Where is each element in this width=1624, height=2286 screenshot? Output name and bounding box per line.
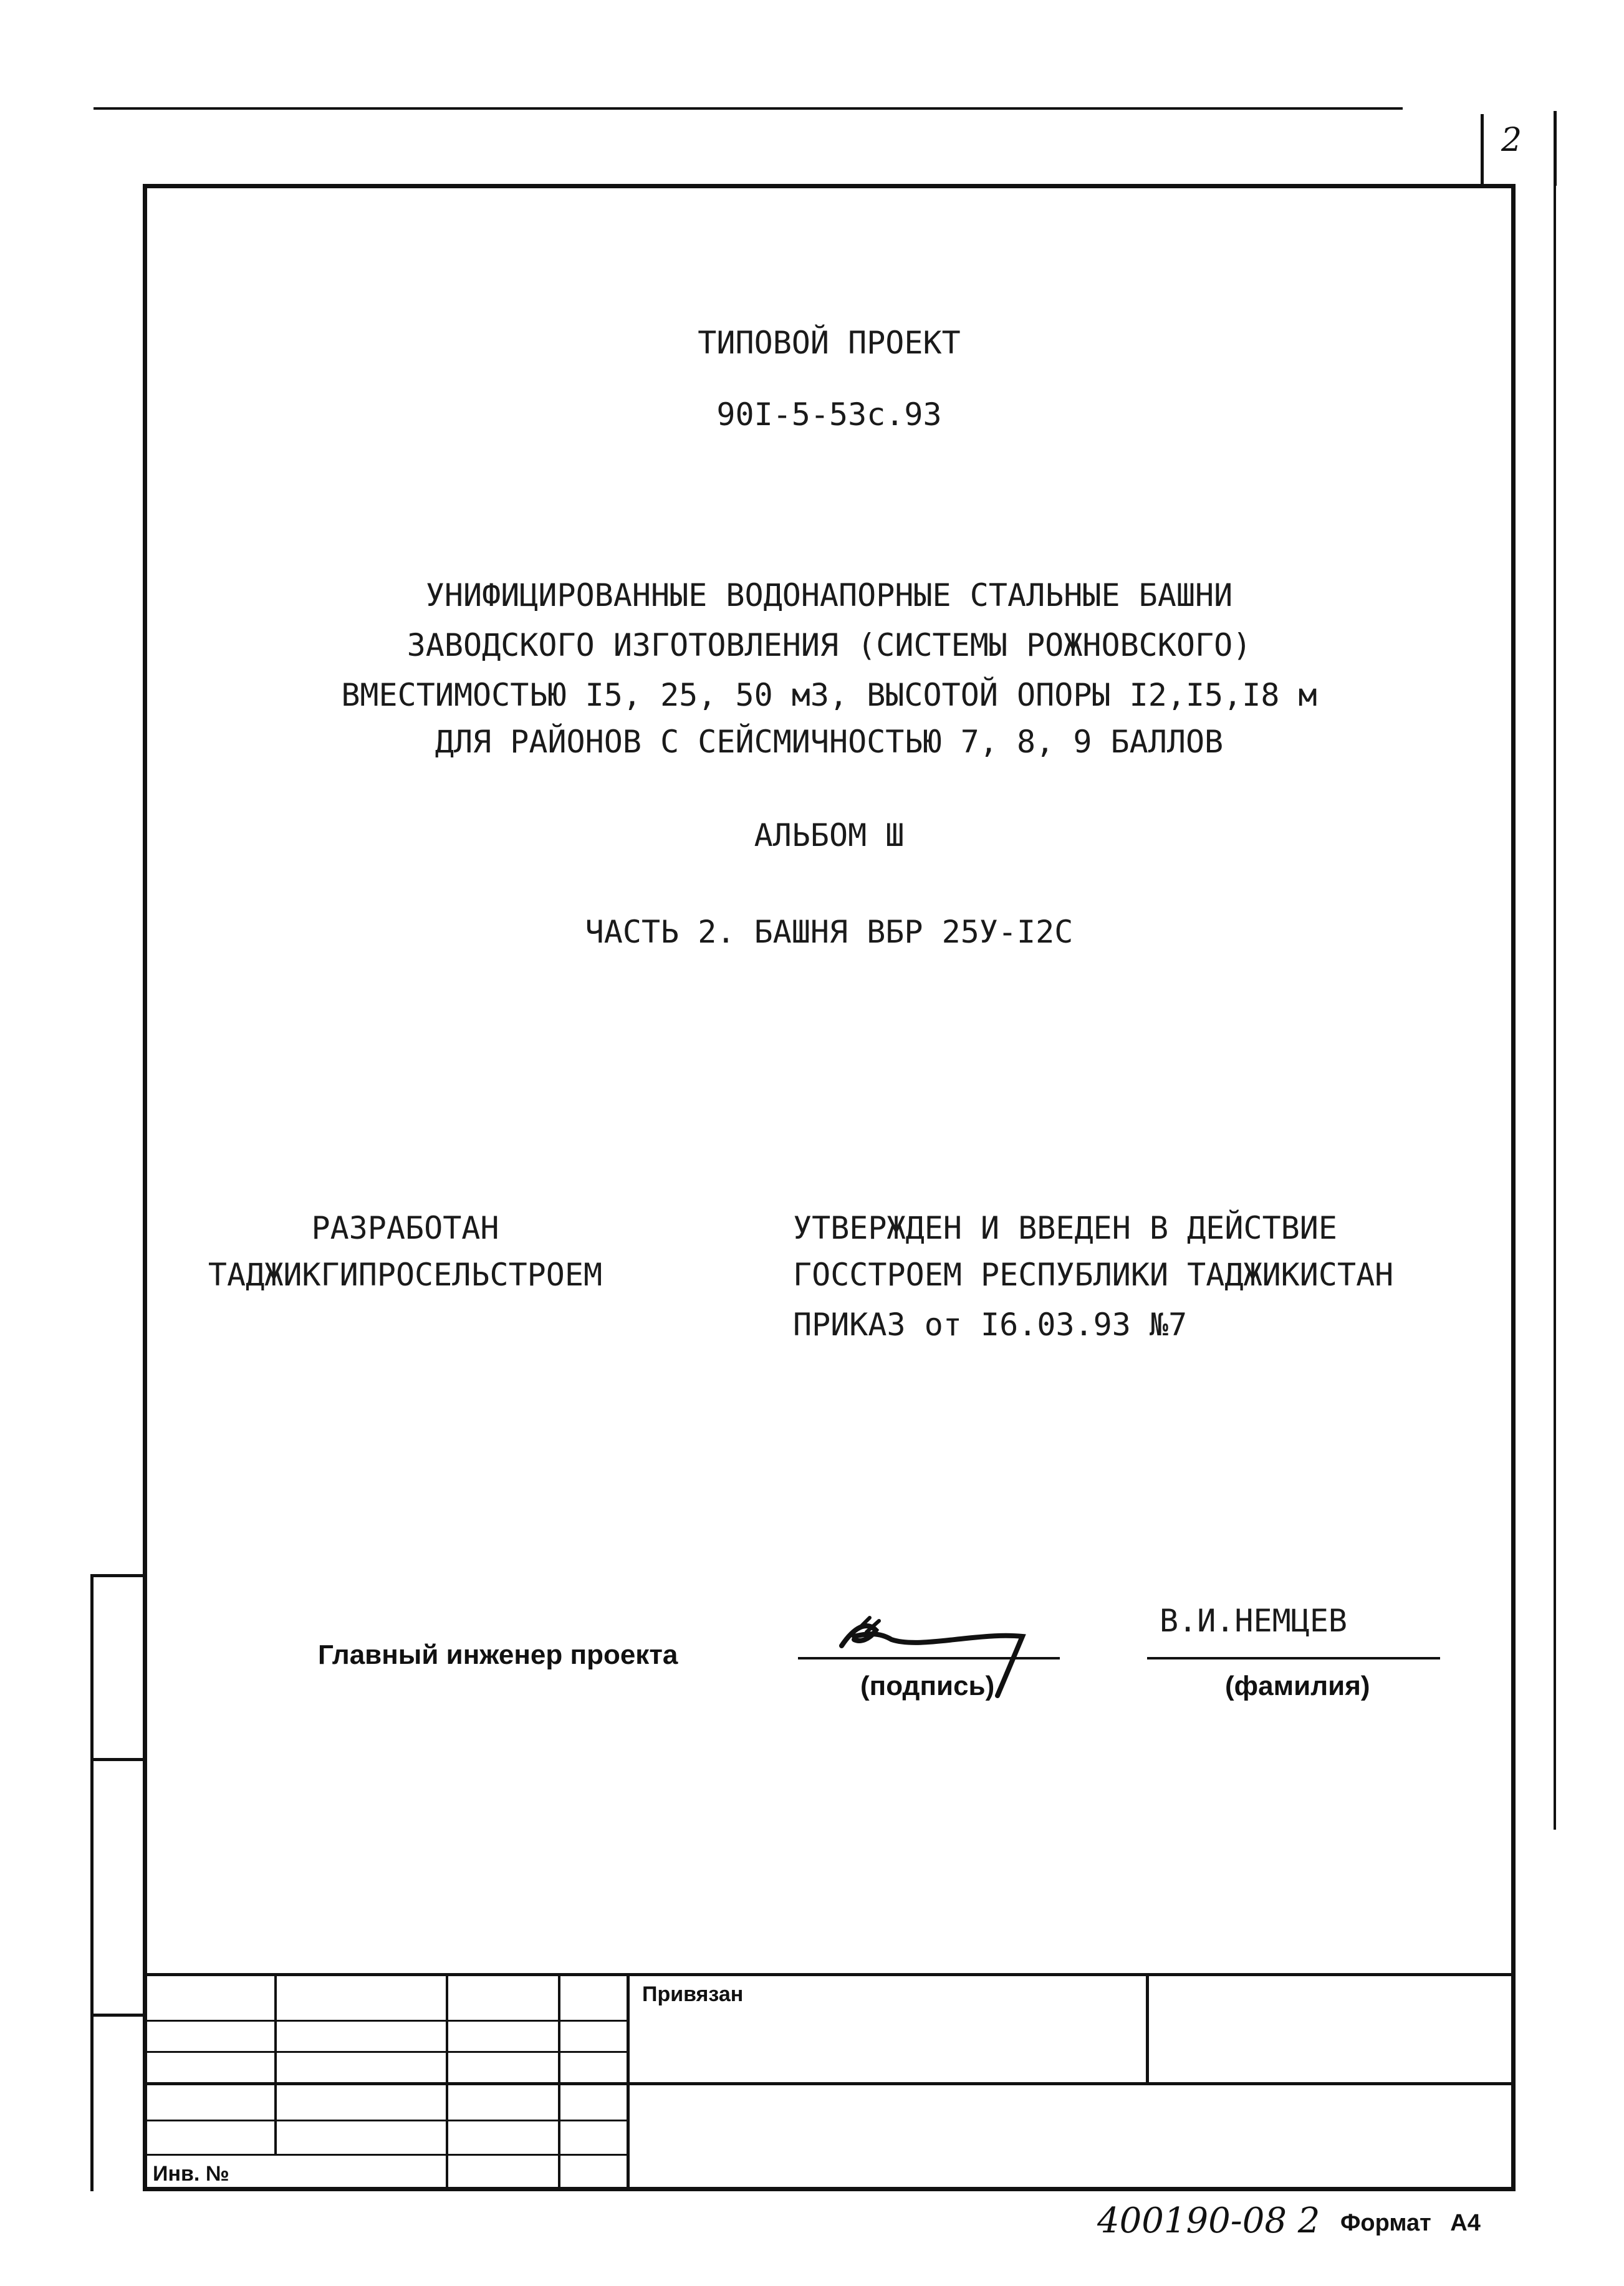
page-number: 2: [1501, 122, 1522, 159]
name-line: [1147, 1657, 1440, 1659]
developed-label: РАЗРАБОТАН: [311, 1210, 499, 1246]
drawing-frame: [143, 184, 1516, 2191]
format-label: [1340, 2210, 1481, 2237]
title-line-1: УНИФИЦИРОВАННЫЕ ВОДОНАПОРНЫЕ СТАЛЬНЫЕ БАШНИ: [425, 577, 1233, 613]
binding-strip-mid: [90, 1758, 145, 1761]
approved-line-1: УТВЕРЖДЕН И ВВЕДЕН В ДЕЙСТВИЕ: [793, 1210, 1337, 1246]
page-number-box-left: [1481, 114, 1484, 186]
title-line-4: ДЛЯ РАЙОНОВ С СЕЙСМИЧНОСТЬЮ 7, 8, 9 БАЛЛОВ: [435, 724, 1224, 760]
header-line1: ТИПОВОЙ ПРОЕКТ: [698, 325, 961, 361]
approved-line-2: ГОССТРОЕМ РЕСПУБЛИКИ ТАДЖИКИСТАН: [793, 1257, 1394, 1293]
handwritten-code: 400190-08 2: [1097, 2201, 1320, 2241]
stamp-top: [143, 1973, 1516, 1976]
stamp-row-5: [143, 2154, 629, 2156]
stamp-row-2: [143, 2051, 629, 2053]
chief-engineer-label: Главный инженер проекта: [318, 1640, 678, 1670]
stamp-col-5: [1146, 1973, 1149, 2085]
format-word: Формат: [1340, 2210, 1431, 2236]
title-line-3: ВМЕСТИМОСТЬЮ I5, 25, 50 м3, ВЫСОТОЙ ОПОРЫ I2,I5,I8 м: [341, 677, 1317, 713]
stamp-col-2: [446, 1973, 448, 2191]
page-number-box-right: [1554, 111, 1557, 186]
stamp-col-3: [558, 1973, 560, 2191]
order-details: от I6.03.93 №7: [924, 1307, 1188, 1343]
format-value: А4: [1450, 2210, 1481, 2236]
engineer-name: В.И.НЕМЦЕВ: [1160, 1603, 1348, 1639]
stamp-col-4: [627, 1973, 630, 2191]
stamp-row-4: [143, 2120, 629, 2121]
binding-strip-top: [90, 1574, 145, 1577]
signature-caption: (подпись): [860, 1671, 995, 1701]
album-label: АЛЬБОМ Ш: [754, 817, 905, 853]
name-caption: (фамилия): [1225, 1671, 1370, 1701]
binding-strip-bottom-div: [90, 2014, 145, 2017]
order-label: ПРИКАЗ: [793, 1307, 906, 1343]
part-label: ЧАСТЬ 2. БАШНЯ ВБР 25У-I2С: [585, 914, 1074, 950]
right-outer-line: [1554, 184, 1556, 1830]
developed-org: ТАДЖИКГИПРОСЕЛЬСТРОЕМ: [208, 1257, 603, 1293]
project-number: 90I-5-53с.93: [716, 396, 942, 433]
binding-strip-left: [90, 1574, 94, 2191]
bound-label: Привязан: [642, 1982, 744, 2006]
stamp-row-3: [143, 2082, 1516, 2085]
top-rule: [94, 107, 1403, 110]
approved-line-3: [793, 1307, 1188, 1343]
stamp-row-1: [143, 2020, 629, 2022]
inventory-label: Инв. №: [153, 2162, 229, 2186]
signature-line: [798, 1657, 1060, 1659]
stamp-col-1: [274, 1973, 277, 2154]
title-line-2: ЗАВОДСКОГО ИЗГОТОВЛЕНИЯ (СИСТЕМЫ РОЖНОВСКОГО): [406, 627, 1252, 663]
